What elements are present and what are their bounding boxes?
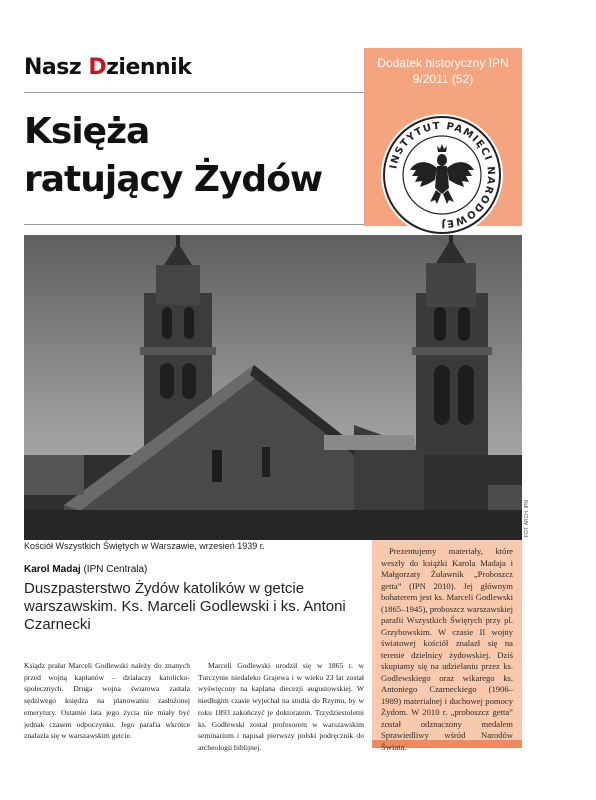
article-subtitle: Duszpasterstwo Żydów katolików w getcie warszawskim. Ks. Marceli Godlewski i ks. Antoni Czarnecki <box>24 580 346 633</box>
author-line <box>24 564 147 575</box>
logo-accent-letter: D <box>88 55 107 80</box>
supplement-issue: 9/2011 (52) <box>412 72 474 86</box>
headline-line2: ratujący Żydów <box>24 159 323 200</box>
intro-sidebar-text: Prezentujemy materiały, które weszły do książki Karola Madaja i Małgorzaty Żuławnik „Proboszcz getta” (IPN 2010). Jej głównym bohaterem jest ks. Marceli Godlewski (1865–1945), proboszcz warszawskiej parafii Wszystkich Świętych przy pl. Grzybowskim. W czasie II wojny światowej kościół znalazł się na terenie dzielnicy żydowskiej. Dziś skupiamy się na udzielaniu przez ks. Godlewskiego oraz wikarego ks. Antoniego Czarneckiego (1906–1989) materialnej i duchowej pomocy Żydom. W 2010 r. „proboszcz getta” został odznaczony medalem Sprawiedliwy wśród Narodów Świata. <box>381 546 513 752</box>
logo-part1: Nasz <box>24 55 89 80</box>
logo-part2: ziennik <box>106 55 192 80</box>
article-column-2 <box>198 660 364 754</box>
author-affiliation: (IPN Centrala) <box>80 564 148 575</box>
photo-credit: FOT. ARCH. IPN <box>524 500 530 538</box>
ipn-eagle-seal-icon <box>381 114 503 236</box>
seal-text: INSTYTUT PAMIĘCI NARODOWEJ <box>388 120 497 230</box>
supplement-badge <box>364 48 522 230</box>
divider-top <box>24 92 381 93</box>
divider-bottom <box>24 224 381 225</box>
headline-line1: Księża <box>24 111 150 152</box>
intro-sidebar-box <box>372 540 522 752</box>
article-column-1 <box>24 660 190 742</box>
supplement-title: Dodatek historyczny IPN <box>377 56 509 70</box>
newspaper-logo <box>24 54 191 82</box>
church-photo <box>24 235 522 540</box>
author-name: Karol Madaj <box>24 564 81 575</box>
photo-caption: Kościół Wszystkich Świętych w Warszawie, wrzesień 1939 r. <box>24 541 265 551</box>
column-1-text: Ksiądz prałat Marceli Godlewski należy do znanych przed wojną kapłanów – działaczy katolicko-społecznych. Druga wojna światowa zastała sędziwego księdza na planowaniu zasłużonej emerytury. Ostatnie lata jego życia nie miały być jednak czasem odpoczynku. Jego parafia wkrótce znalazła się w warszawskim getcie. <box>24 661 190 741</box>
column-2-text: Marceli Godlewski urodził się w 1865 r. w Turczynie niedaleko Grajewa i w wieku 23 lat został wyświęcony na kapłana diecezji augustowskiej. W niedługim czasie wyjechał na studia do Rzymu, by w roku 1893 zakończyć je doktoratem. Trzydziestoletni ks. Godlewski został profesorem w warszawskim seminarium i napisał pierwszy polski podręcznik do archeologii biblijnej. <box>198 661 364 752</box>
